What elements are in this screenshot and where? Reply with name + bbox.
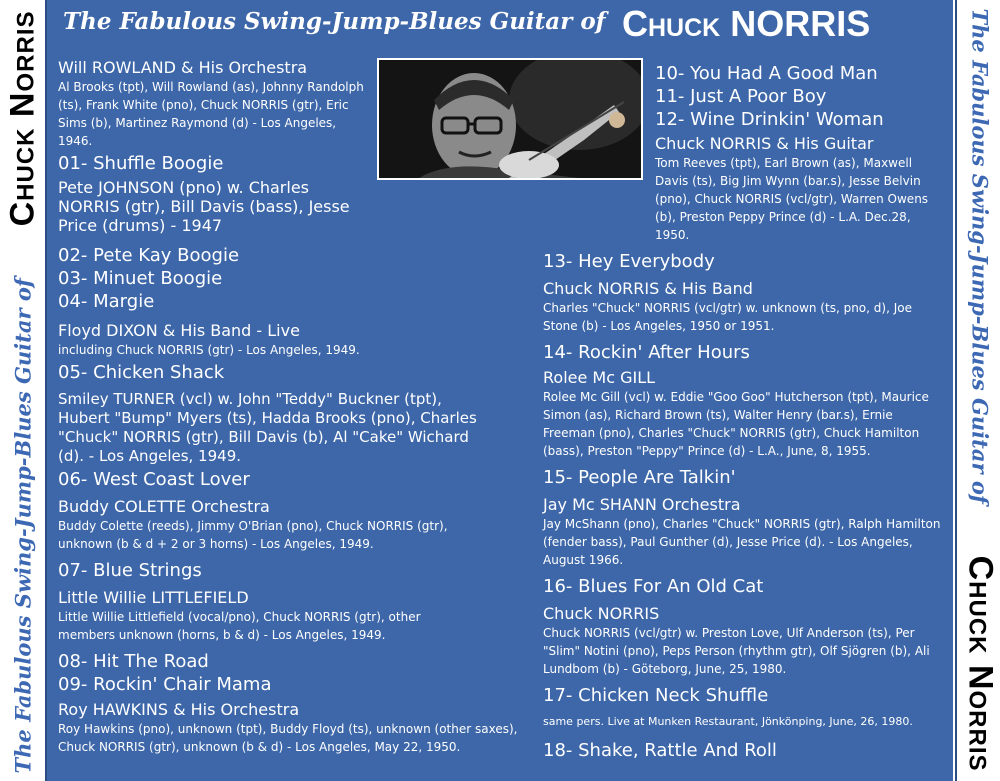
track-02: 02- Pete Kay Boogie	[58, 245, 240, 266]
session-head: Chuck NORRIS	[543, 604, 660, 623]
session-info: Smiley TURNER (vcl) w. John "Teddy" Buckner (tpt), Hubert "Bump" Myers (ts), Hadda Brooks (pno), Charles "Chuck" NORRIS (gtr), Bill Davis (b), Al "Cake" Wichard (d). - Los Angeles, 1949.	[58, 390, 477, 465]
track-08: 08- Hit The Road	[58, 651, 209, 672]
session-head: Will ROWLAND & His Orchestra	[58, 58, 308, 77]
session-info: Al Brooks (tpt), Will Rowland (as), Johnny Randolph (ts), Frank White (pno), Chuck NORRIS (gtr), Eric Sims (b), Martinez Raymond (d) - Los Angeles, 1946.	[58, 80, 364, 148]
session-info: Rolee Mc Gill (vcl) w. Eddie "Goo Goo" Hutcherson (tpt), Maurice Simon (as), Richard Brown (ts), Walter Henry (bar.s), Ernie Freeman (pno), Charles "Chuck" NORRIS (gtr), Chuck Hamilton (bass), Preston "Peppy" Prince (d) - L.A., June, 8, 1955.	[543, 390, 929, 458]
track-18: 18- Shake, Rattle And Roll	[543, 740, 777, 761]
header-artist: Chuck NORRIS	[622, 3, 871, 44]
right-spine	[955, 0, 1000, 781]
track-09: 09- Rockin' Chair Mama	[58, 674, 272, 695]
back-panel	[47, 0, 953, 781]
track-17: 17- Chicken Neck Shuffle	[543, 685, 769, 706]
left-spine-title: The Fabulous Swing-Jump-Blues Guitar of	[10, 277, 35, 773]
track-10: 10- You Had A Good Man	[655, 63, 878, 84]
track-03: 03- Minuet Boogie	[58, 268, 223, 289]
track-05: 05- Chicken Shack	[58, 362, 225, 383]
track-01: 01- Shuffle Boogie	[58, 153, 224, 174]
session-info: Roy Hawkins (pno), unknown (tpt), Buddy Floyd (ts), unknown (other saxes), Chuck NORRIS (gtr), unknown (b & d) - Los Angeles, May 22, 1950.	[58, 722, 518, 754]
track-11: 11- Just A Poor Boy	[655, 86, 827, 107]
session-head: Rolee Mc GILL	[543, 368, 656, 387]
session-head: Chuck NORRIS & His Guitar	[655, 134, 874, 153]
left-column	[58, 58, 518, 758]
header	[47, 0, 953, 50]
track-12: 12- Wine Drinkin' Woman	[655, 109, 884, 130]
session-head: Chuck NORRIS & His Band	[543, 279, 753, 298]
session-info: Little Willie Littlefield (vocal/pno), Chuck NORRIS (gtr), other members unknown (horns, b & d) - Los Angeles, 1949.	[58, 610, 421, 642]
track-14: 14- Rockin' After Hours	[543, 342, 750, 363]
session-head: Jay Mc SHANN Orchestra	[543, 495, 741, 514]
right-spine-artist: Chuck Norris	[961, 555, 999, 771]
left-spine-artist: Chuck Norris	[3, 10, 41, 226]
right-column-top	[655, 62, 945, 131]
track-07: 07- Blue Strings	[58, 560, 202, 581]
session-head: Buddy COLETTE Orchestra	[58, 497, 270, 516]
session-head: Little Willie LITTLEFIELD	[58, 588, 249, 607]
session-info: same pers. Live at Munken Restaurant, Jönkönping, June, 26, 1980.	[543, 715, 913, 728]
right-spine-title: The Fabulous Swing-Jump-Blues Guitar of	[967, 8, 992, 504]
session-info: Chuck NORRIS (vcl/gtr) w. Preston Love, Ulf Anderson (ts), Per "Slim" Notini (pno), Peps Person (rhythm gtr), Olf Sjögren (b), Ali Lundbom (b) - Göteborg, June, 25, 1980.	[543, 626, 930, 676]
track-04: 04- Margie	[58, 291, 155, 312]
session-info: Buddy Colette (reeds), Jimmy O'Brian (pno), Chuck NORRIS (gtr), unknown (b & d + 2 or 3 horns) - Los Angeles, 1949.	[58, 519, 448, 551]
track-13: 13- Hey Everybody	[543, 251, 715, 272]
right-column	[543, 134, 948, 762]
track-16: 16- Blues For An Old Cat	[543, 576, 764, 597]
session-head: Roy HAWKINS & His Orchestra	[58, 700, 300, 719]
track-06: 06- West Coast Lover	[58, 469, 250, 490]
session-head: Floyd DIXON & His Band - Live	[58, 321, 300, 340]
session-info: Jay McShann (pno), Charles "Chuck" NORRIS (gtr), Ralph Hamilton (fender bass), Paul Gunther (d), Jesse Price (d). - Los Angeles, August 1966.	[543, 517, 941, 567]
left-spine	[0, 0, 47, 781]
session-info: Charles "Chuck" NORRIS (vcl/gtr) w. unknown (ts, pno, d), Joe Stone (b) - Los Angeles, 1950 or 1951.	[543, 301, 912, 333]
session-info: Tom Reeves (tpt), Earl Brown (as), Maxwell Davis (ts), Big Jim Wynn (bar.s), Jesse Belvin (pno), Chuck NORRIS (vcl/gtr), Warren Owens (b), Preston Peppy Prince (d) - L.A. Dec.28, 1950.	[655, 156, 929, 242]
track-15: 15- People Are Talkin'	[543, 467, 736, 488]
header-title: The Fabulous Swing-Jump-Blues Guitar of	[63, 8, 606, 35]
session-info: including Chuck NORRIS (gtr) - Los Angeles, 1949.	[58, 343, 360, 357]
session-info: Pete JOHNSON (pno) w. Charles NORRIS (gtr), Bill Davis (bass), Jesse Price (drums) - 1947	[58, 178, 350, 235]
